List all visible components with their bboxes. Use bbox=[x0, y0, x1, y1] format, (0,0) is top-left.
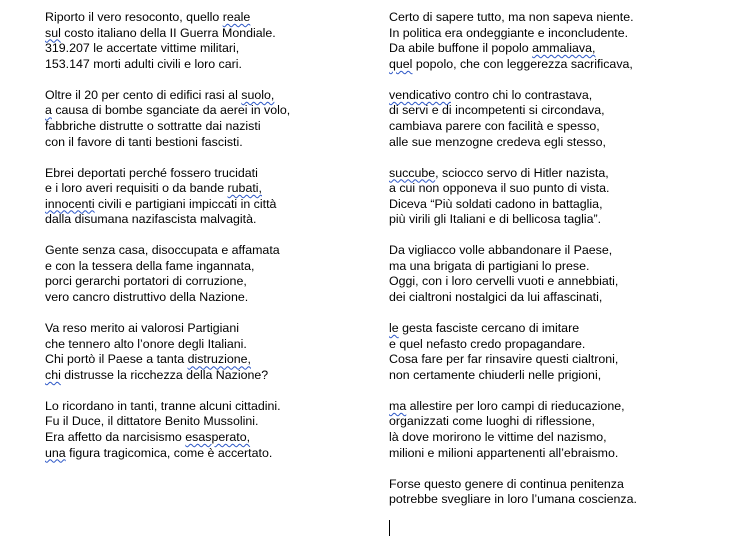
verse-line bbox=[389, 368, 637, 384]
spellcheck-flagged-word: chi bbox=[45, 367, 61, 382]
poem-column-right bbox=[389, 10, 637, 523]
verse-line bbox=[45, 197, 290, 213]
spellcheck-flagged-word: innocenti bbox=[45, 196, 95, 211]
verse-line bbox=[389, 181, 637, 197]
line-text: Oltre il 20 per cento di edifici rasi al bbox=[45, 87, 242, 102]
stanza bbox=[389, 477, 637, 508]
verse-line bbox=[45, 212, 290, 228]
verse-line bbox=[45, 446, 290, 462]
verse-line bbox=[389, 414, 637, 430]
stanza bbox=[389, 88, 637, 150]
line-text: Cosa fare per far rinsavire questi cialtroni, bbox=[389, 352, 619, 367]
verse-line bbox=[45, 430, 290, 446]
poem-column-left bbox=[45, 10, 290, 477]
verse-line bbox=[45, 10, 290, 26]
line-text: porci gerarchi portatori di corruzione, bbox=[45, 274, 247, 289]
stanza bbox=[389, 10, 637, 72]
verse-line bbox=[45, 337, 290, 353]
line-text: alle sue menzogne credeva egli stesso, bbox=[389, 134, 606, 149]
line-text: Era affetto da narcisismo bbox=[45, 430, 186, 445]
spellcheck-flagged-word: esasperato, bbox=[185, 430, 251, 445]
line-text: con il favore di tanti bestioni fascisti. bbox=[45, 134, 243, 149]
spellcheck-flagged-word: le bbox=[389, 321, 399, 336]
verse-line bbox=[389, 259, 637, 275]
verse-line bbox=[45, 274, 290, 290]
spellcheck-flagged-word: succube bbox=[389, 165, 436, 180]
spellcheck-flagged-word: sul bbox=[45, 25, 61, 40]
verse-line bbox=[389, 290, 637, 306]
line-text: Lo ricordano in tanti, tranne alcuni cittadini. bbox=[45, 398, 281, 413]
verse-line bbox=[45, 181, 290, 197]
verse-line bbox=[389, 88, 637, 104]
verse-line bbox=[45, 290, 290, 306]
stanza bbox=[45, 10, 290, 72]
spellcheck-flagged-word: quel bbox=[389, 56, 413, 71]
line-text: , sciocco servo di Hitler nazista, bbox=[435, 165, 609, 180]
verse-line bbox=[389, 399, 637, 415]
line-text: fabbriche distrutte o sottratte dai nazisti bbox=[45, 118, 261, 133]
verse-line bbox=[45, 135, 290, 151]
line-text: dalla disumana nazifascista malvagità. bbox=[45, 212, 257, 227]
line-text: cambiava parere con facilità e spesso, bbox=[389, 118, 600, 133]
verse-line bbox=[389, 446, 637, 462]
stanza bbox=[389, 166, 637, 228]
verse-line bbox=[45, 243, 290, 259]
verse-line bbox=[389, 321, 637, 337]
line-text: organizzati come luoghi di riflessione, bbox=[389, 414, 595, 429]
line-text: 153.147 morti adulti civili e loro cari. bbox=[45, 56, 242, 71]
verse-line bbox=[45, 368, 290, 384]
line-text: figura tragicomica, come è accertato. bbox=[65, 445, 273, 460]
line-text: di servi e di incompetenti si circondava, bbox=[389, 103, 605, 118]
line-text: Diceva “Più soldati cadono in battaglia, bbox=[389, 196, 603, 211]
line-text: e quel nefasto credo propagandare. bbox=[389, 336, 586, 351]
line-text: gesta fasciste cercano di imitare bbox=[398, 321, 580, 336]
verse-line bbox=[45, 399, 290, 415]
verse-line bbox=[45, 103, 290, 119]
line-text: potrebbe svegliare in loro l’umana coscienza. bbox=[389, 492, 637, 507]
verse-line bbox=[45, 414, 290, 430]
line-text: ma una brigata di partigiani lo prese. bbox=[389, 258, 590, 273]
spellcheck-flagged-word: una bbox=[45, 445, 66, 460]
line-text: popolo, che con leggerezza sacrificava, bbox=[412, 56, 633, 71]
line-text: e con la tessera della fame ingannata, bbox=[45, 258, 255, 273]
line-text: Oggi, con i loro cervelli vuoti e annebbiati, bbox=[389, 274, 619, 289]
line-text: Riporto il vero resoconto, quello bbox=[45, 10, 223, 24]
spellcheck-flagged-word: a bbox=[45, 103, 52, 118]
spellcheck-flagged-word: ma bbox=[389, 398, 407, 413]
verse-line bbox=[45, 352, 290, 368]
line-text: 319.207 le accertate vittime militari, bbox=[45, 41, 240, 56]
verse-line bbox=[45, 166, 290, 182]
verse-line bbox=[389, 492, 637, 508]
line-text: Gente senza casa, disoccupata e affamata bbox=[45, 243, 280, 258]
stanza bbox=[45, 243, 290, 305]
line-text: civili e partigiani impiccati in città bbox=[94, 196, 277, 211]
verse-line bbox=[389, 337, 637, 353]
verse-line bbox=[389, 197, 637, 213]
text-cursor bbox=[389, 520, 390, 536]
spellcheck-flagged-word: vendicativo bbox=[389, 87, 451, 102]
verse-line bbox=[389, 26, 637, 42]
line-text: che tennero alto l’onore degli Italiani. bbox=[45, 336, 247, 351]
line-text: contro chi lo contrastava, bbox=[451, 87, 593, 102]
line-text: Da abile buffone il popolo bbox=[389, 41, 533, 56]
verse-line bbox=[389, 477, 637, 493]
spellcheck-flagged-word: suolo, bbox=[241, 87, 275, 102]
verse-line bbox=[45, 321, 290, 337]
line-text: milioni e milioni appartenenti all’ebraismo. bbox=[389, 445, 619, 460]
verse-line bbox=[389, 212, 637, 228]
stanza bbox=[389, 243, 637, 305]
verse-line bbox=[389, 119, 637, 135]
verse-line bbox=[389, 10, 637, 26]
verse-line bbox=[389, 41, 637, 57]
line-text: Ebrei deportati perché fossero trucidati bbox=[45, 165, 258, 180]
verse-line bbox=[389, 430, 637, 446]
line-text: dei cialtroni nostalgici da lui affascinati, bbox=[389, 290, 603, 305]
line-text: allestire per loro campi di rieducazione, bbox=[406, 398, 625, 413]
line-text: vero cancro distruttivo della Nazione. bbox=[45, 290, 249, 305]
line-text: Da vigliacco volle abbandonare il Paese, bbox=[389, 243, 613, 258]
verse-line bbox=[389, 166, 637, 182]
line-text: causa di bombe sganciate da aerei in volo, bbox=[51, 103, 291, 118]
verse-line bbox=[389, 103, 637, 119]
line-text: più virili gli Italiani e di bellicosa taglia”. bbox=[389, 212, 602, 227]
spellcheck-flagged-word: distruzione, bbox=[187, 352, 251, 367]
line-text: Chi portò il Paese a tanta bbox=[45, 352, 188, 367]
line-text: e i loro averi requisiti o da bande bbox=[45, 181, 228, 196]
stanza bbox=[45, 321, 290, 383]
line-text: In politica era ondeggiante e inconcludente. bbox=[389, 25, 629, 40]
verse-line bbox=[389, 243, 637, 259]
line-text: Certo di sapere tutto, ma non sapeva niente. bbox=[389, 10, 634, 24]
spellcheck-flagged-word: reale bbox=[222, 10, 251, 24]
verse-line bbox=[389, 274, 637, 290]
verse-line bbox=[45, 41, 290, 57]
verse-line bbox=[389, 57, 637, 73]
verse-line bbox=[389, 135, 637, 151]
line-text: Va reso merito ai valorosi Partigiani bbox=[45, 321, 239, 336]
line-text: costo italiano della II Guerra Mondiale. bbox=[60, 25, 276, 40]
spellcheck-flagged-word: ammaliava, bbox=[532, 41, 596, 56]
verse-line bbox=[45, 88, 290, 104]
verse-line bbox=[389, 352, 637, 368]
stanza bbox=[45, 166, 290, 228]
stanza bbox=[45, 399, 290, 461]
verse-line bbox=[45, 119, 290, 135]
verse-line bbox=[45, 259, 290, 275]
line-text: là dove morirono le vittime del nazismo, bbox=[389, 430, 607, 445]
stanza bbox=[45, 88, 290, 150]
line-text: a cui non opponeva il suo punto di vista. bbox=[389, 181, 610, 196]
stanza bbox=[389, 399, 637, 461]
spellcheck-flagged-word: rubati, bbox=[227, 181, 262, 196]
stanza bbox=[389, 321, 637, 383]
verse-line bbox=[45, 26, 290, 42]
line-text: non certamente chiuderli nelle prigioni, bbox=[389, 367, 602, 382]
line-text: Forse questo genere di continua penitenza bbox=[389, 476, 624, 491]
line-text: Fu il Duce, il dittatore Benito Mussolini. bbox=[45, 414, 259, 429]
line-text: distrusse la ricchezza della Nazione? bbox=[60, 367, 269, 382]
verse-line bbox=[45, 57, 290, 73]
